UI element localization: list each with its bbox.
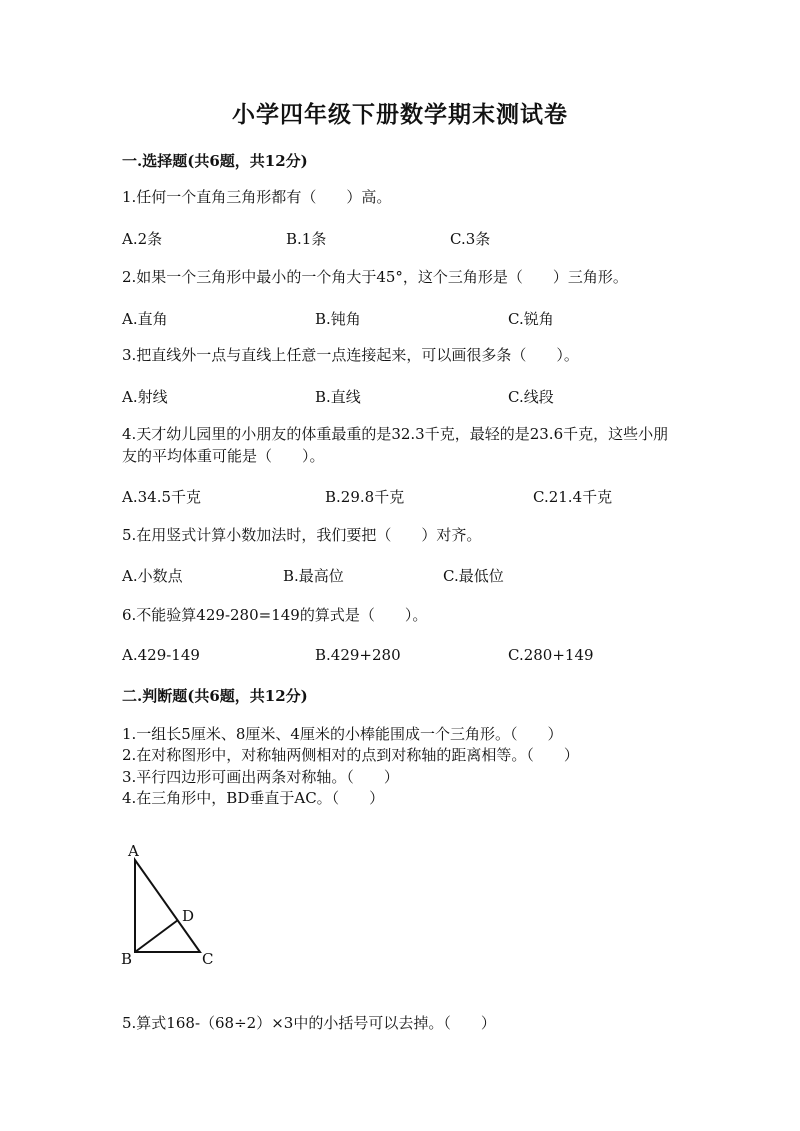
- q1-option-c: C.3条: [450, 230, 491, 248]
- question-6: 6.不能验算429-280=149的算式是（ ）。: [122, 606, 428, 624]
- q3-option-c: C.线段: [508, 388, 554, 406]
- triangle-abc: [135, 860, 200, 952]
- page-title: 小学四年级下册数学期末测试卷: [232, 101, 568, 128]
- label-c: C: [202, 950, 214, 968]
- label-d: D: [182, 907, 195, 925]
- tf-item-3: 3.平行四边形可画出两条对称轴。（ ）: [122, 768, 399, 786]
- tf-item-2: 2.在对称图形中，对称轴两侧相对的点到对称轴的距离相等。（ ）: [122, 746, 579, 764]
- question-4: 4.天才幼儿园里的小朋友的体重最重的是32.3千克，最轻的是23.6千克，这些小朋友的平均体重可能是（ ）。: [122, 425, 669, 465]
- question-3: 3.把直线外一点与直线上任意一点连接起来，可以画很多条（ ）。: [122, 346, 579, 364]
- q5-option-c: C.最低位: [443, 567, 504, 585]
- section-heading-true-false: 二.判断题(共6题，共12分): [122, 687, 308, 705]
- q2-option-c: C.锐角: [508, 310, 554, 328]
- triangle-figure: [110, 840, 230, 970]
- q4-option-b: B.29.8千克: [325, 488, 405, 506]
- q6-option-b: B.429+280: [315, 646, 401, 664]
- tf-item-5: 5.算式168-（68÷2）×3中的小括号可以去掉。（ ）: [122, 1014, 496, 1032]
- q4-option-c: C.21.4千克: [533, 488, 613, 506]
- question-5: 5.在用竖式计算小数加法时，我们要把（ ）对齐。: [122, 526, 482, 544]
- question-1: 1.任何一个直角三角形都有（ ）高。: [122, 188, 392, 206]
- section-heading-choice: 一.选择题(共6题，共12分): [122, 152, 308, 170]
- label-b: B: [121, 950, 133, 968]
- q6-option-c: C.280+149: [508, 646, 594, 664]
- q4-option-a: A.34.5千克: [122, 488, 201, 506]
- q3-option-b: B.直线: [315, 388, 361, 406]
- tf-item-4: 4.在三角形中，BD垂直于AC。（ ）: [122, 789, 385, 807]
- q2-option-b: B.钝角: [315, 310, 361, 328]
- q3-option-a: A.射线: [122, 388, 168, 406]
- q1-option-a: A.2条: [122, 230, 163, 248]
- q5-option-a: A.小数点: [122, 567, 183, 585]
- q1-option-b: B.1条: [286, 230, 327, 248]
- tf-item-1: 1.一组长5厘米、8厘米、4厘米的小棒能围成一个三角形。（ ）: [122, 725, 563, 743]
- segment-bd: [135, 920, 178, 952]
- q6-option-a: A.429-149: [122, 646, 200, 664]
- question-2: 2.如果一个三角形中最小的一个角大于45°，这个三角形是（ ）三角形。: [122, 268, 628, 286]
- label-a: A: [128, 842, 139, 860]
- q2-option-a: A.直角: [122, 310, 168, 328]
- q5-option-b: B.最高位: [283, 567, 344, 585]
